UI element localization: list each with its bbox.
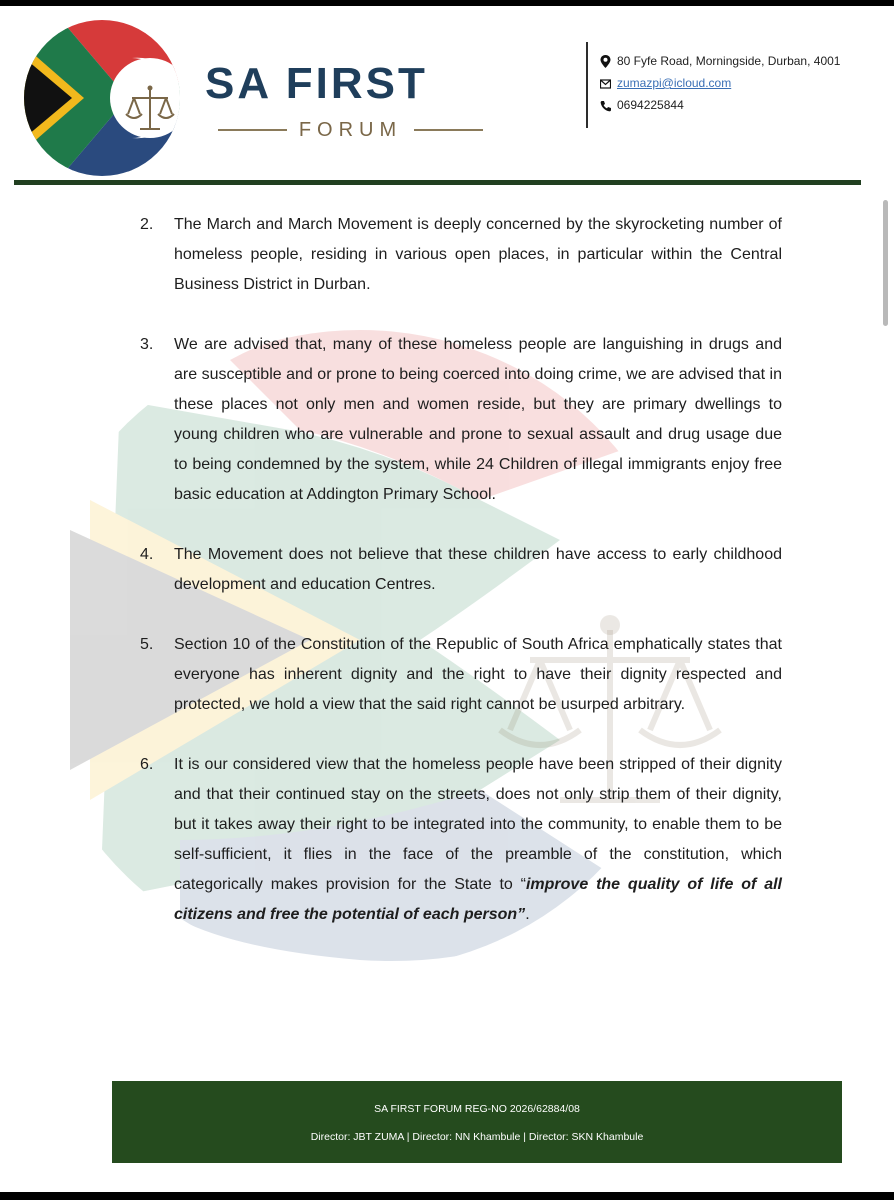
address-row	[600, 50, 840, 72]
paragraph-end: .	[525, 906, 530, 923]
constitution-quote: improve the quality of life of all citizens and free the potential of each person”	[174, 876, 782, 923]
paragraph-text: It is our considered view that the homeless people have been stripped of their dignity and that their continued stay on the streets, does not only strip them of their dignity, but it takes away their right to be integrated into the community, to enable them to be self-sufficient, it flies in the face of the preamble of the constitution, which categorically makes provision for the State to “	[174, 756, 782, 893]
paragraph-number: 6.	[140, 756, 154, 773]
envelope-icon	[600, 77, 611, 90]
phone-text: 0694225844	[617, 98, 684, 112]
org-sub-text: FORUM	[298, 118, 403, 141]
scrollbar-thumb[interactable]	[883, 200, 888, 326]
header-divider	[586, 42, 588, 128]
paragraph-number: 5.	[140, 636, 154, 653]
paragraph-text: Section 10 of the Constitution of the Republic of South Africa emphatically states that everyone has inherent dignity and the right to have their dignity respected and protected, we hold a view that the said right cannot be usurped arbitrary.	[174, 636, 782, 713]
paragraph-6	[140, 750, 782, 930]
paragraph-text: The Movement does not believe that these children have access to early childhood development and education Centres.	[174, 546, 782, 593]
top-border	[0, 0, 894, 6]
paragraph-2	[140, 210, 782, 300]
phone-icon	[600, 99, 611, 112]
directors-line: Director: JBT ZUMA | Director: NN Khambule | Director: SKN Khambule	[310, 1131, 644, 1143]
registration-number: SA FIRST FORUM REG-NO 2026/62884/08	[374, 1103, 580, 1115]
footer-bar	[112, 1081, 842, 1163]
paragraph-text: The March and March Movement is deeply concerned by the skyrocketing number of homeless people, residing in various open places, in particular within the Central Business District in Durban.	[174, 216, 782, 293]
rule-right	[414, 129, 483, 131]
paragraph-number: 3.	[140, 336, 154, 353]
org-sub	[218, 118, 483, 142]
sa-first-forum-logo	[22, 18, 182, 178]
org-name: SA FIRST	[205, 59, 428, 108]
paragraph-number: 2.	[140, 216, 154, 233]
address-text: 80 Fyfe Road, Morningside, Durban, 4001	[617, 54, 841, 68]
letter-body	[140, 210, 782, 960]
paragraph-text: We are advised that, many of these homeless people are languishing in drugs and are susceptible and or prone to being coerced into doing crime, we are advised that in these places not only men and women reside, but they are primary dwellings to young children who are vulnerable and prone to sexual assault and drug usage due to being condemned by the system, while 24 Children of illegal immigrants enjoy free basic education at Addington Primary School.	[174, 336, 782, 503]
email-link[interactable]: zumazpi@icloud.com	[617, 76, 732, 90]
paragraph-5	[140, 630, 782, 720]
bottom-border	[0, 1192, 894, 1200]
phone-row	[600, 94, 840, 116]
header-rule	[14, 180, 861, 185]
location-pin-icon	[600, 55, 611, 68]
paragraph-3	[140, 330, 782, 510]
contact-block	[600, 50, 840, 116]
paragraph-4	[140, 540, 782, 600]
paragraph-number: 4.	[140, 546, 154, 563]
rule-left	[218, 129, 287, 131]
email-row	[600, 72, 840, 94]
